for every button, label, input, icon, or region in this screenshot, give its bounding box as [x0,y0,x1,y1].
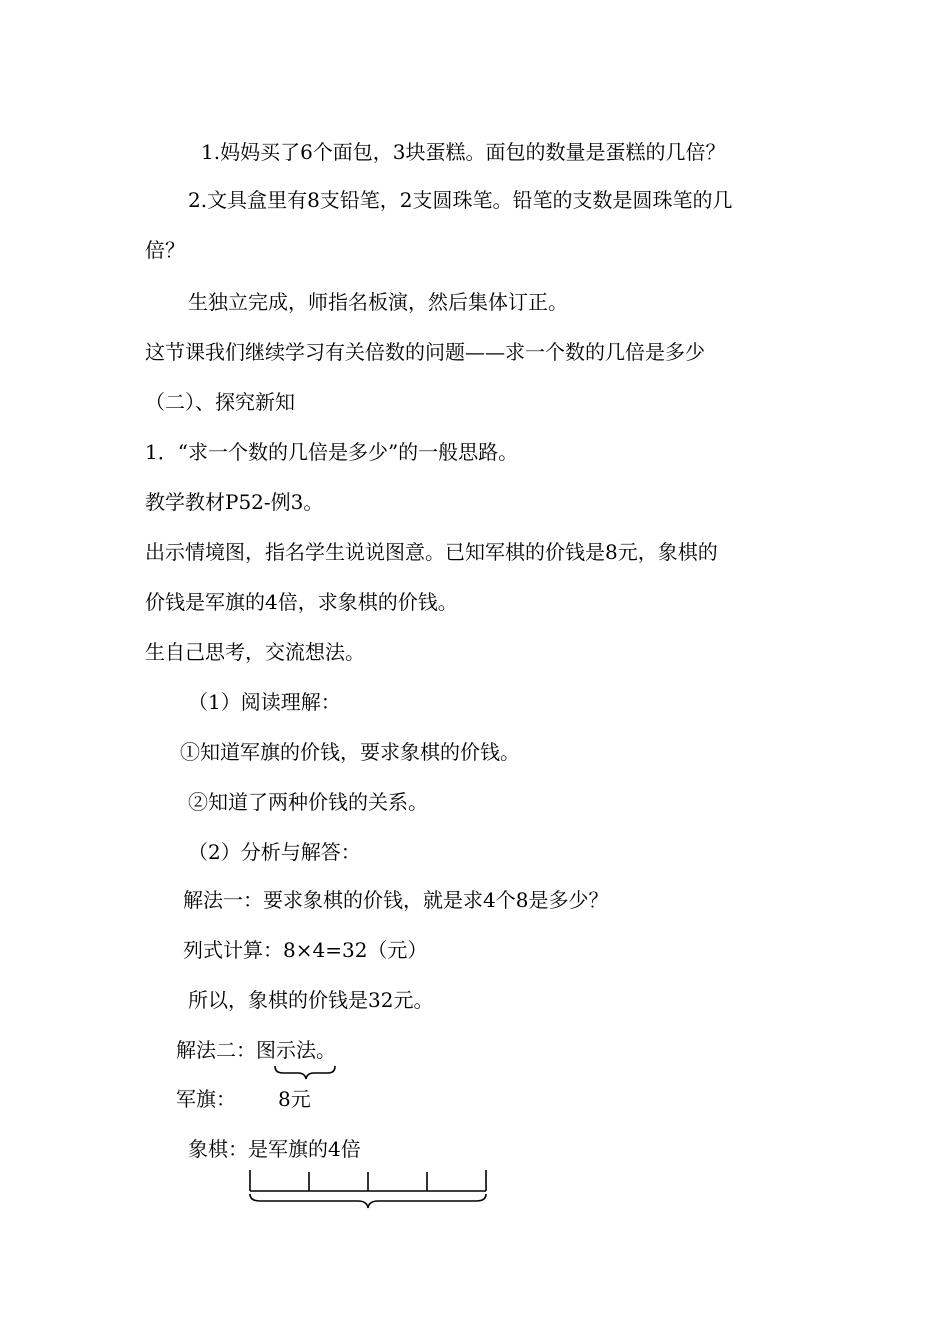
junqi-brace [275,1066,335,1079]
exercise-2-continued: 倍？ [145,238,185,262]
subsection-heading: 1．“求一个数的几倍是多少”的一般思路。 [145,440,519,464]
junqi-label: 军旗： [176,1087,236,1111]
answer: 所以，象棋的价钱是32元。 [188,988,434,1012]
problem-statement-1: 出示情境图，指名学生说说图意。已知军棋的价钱是8元，象棋的 [145,540,718,564]
problem-statement-2: 价钱是军旗的4倍，求象棋的价钱。 [145,590,458,614]
xiangqi-brace [250,1194,486,1208]
method-one: 解法一：要求象棋的价钱，就是求4个8是多少？ [183,888,609,912]
method-two: 解法二：图示法。 [176,1038,336,1062]
instruction-text: 生独立完成，师指名板演，然后集体订正。 [188,290,568,314]
calculation: 列式计算：8×4=32（元） [183,938,428,962]
reading-point-2: ②知道了两种价钱的关系。 [188,790,428,814]
section-heading: （二）、探究新知 [145,390,295,414]
xiangqi-label: 象棋：是军旗的4倍 [188,1137,361,1161]
junqi-value: 8元 [278,1087,311,1111]
textbook-reference: 教学教材P52-例3。 [145,490,324,514]
exercise-2: 2.文具盒里有8支铅笔，2支圆珠笔。铅笔的支数是圆珠笔的几 [188,188,733,212]
exercise-1: 1.妈妈买了6个面包，3块蛋糕。面包的数量是蛋糕的几倍？ [201,140,726,164]
step-reading: （1）阅读理解： [188,690,341,714]
lesson-intro: 这节课我们继续学习有关倍数的问题——求一个数的几倍是多少 [145,340,705,364]
student-thinking: 生自己思考，交流想法。 [145,640,365,664]
reading-point-1: ①知道军旗的价钱，要求象棋的价钱。 [180,740,520,764]
xiangqi-bar [250,1170,486,1191]
step-analysis: （2）分析与解答： [188,840,361,864]
